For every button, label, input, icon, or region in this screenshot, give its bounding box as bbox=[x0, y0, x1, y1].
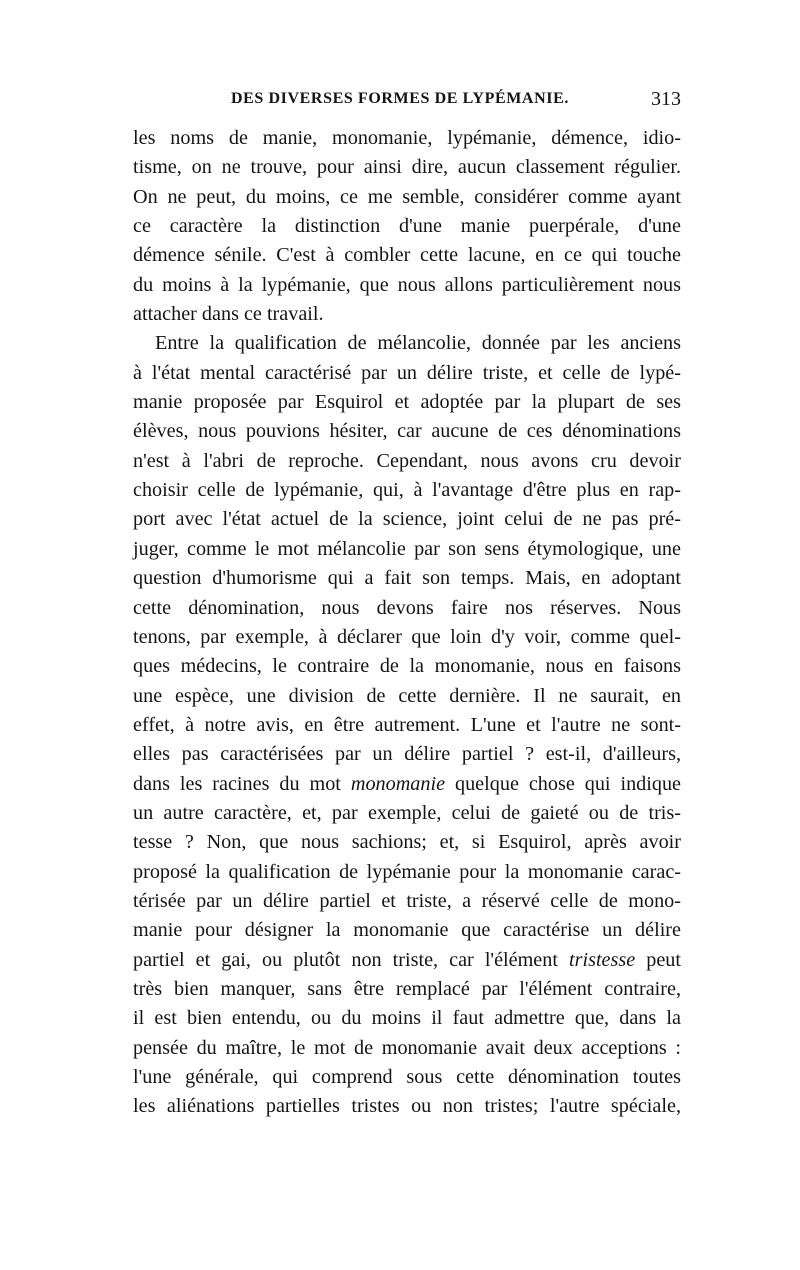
text-line: tisme, on ne trouve, pour ainsi dire, aucun classement régulier. bbox=[133, 156, 681, 179]
italic-term: monomanie bbox=[350, 772, 446, 795]
body-text bbox=[133, 124, 681, 1122]
text-line: les aliénations partielles tristes ou non tristes; l'autre spéciale, bbox=[133, 1095, 681, 1118]
text-line: On ne peut, du moins, ce me semble, considérer comme ayant bbox=[133, 185, 681, 208]
text-line: question d'humorisme qui a fait son temps. Mais, en adoptant bbox=[133, 567, 681, 590]
text-line: manie proposée par Esquirol et adoptée par la plupart de ses bbox=[133, 391, 681, 414]
text-line: effet, à notre avis, en être autrement. L'une et l'autre ne sont- bbox=[133, 713, 681, 736]
text-line: pensée du maître, le mot de monomanie avait deux acceptions : bbox=[133, 1036, 681, 1059]
running-head bbox=[133, 90, 681, 116]
paragraph-start-line: Entre la qualification de mélancolie, donnée par les anciens bbox=[155, 332, 681, 355]
text-line: port avec l'état actuel de la science, joint celui de ne pas pré- bbox=[133, 508, 681, 531]
text-line: juger, comme le mot mélancolie par son sens étymologique, une bbox=[133, 537, 681, 560]
text-line bbox=[133, 770, 681, 799]
text-line: cette dénomination, nous devons faire nos réserves. Nous bbox=[133, 596, 681, 619]
text-line: n'est à l'abri de reproche. Cependant, nous avons cru devoir bbox=[133, 449, 681, 472]
line-text-before-italic: partiel et gai, ou plutôt non triste, car l'élément bbox=[133, 948, 570, 971]
text-line: démence sénile. C'est à combler cette lacune, en ce qui touche bbox=[133, 244, 681, 267]
text-line: élèves, nous pouvions hésiter, car aucune de ces dénominations bbox=[133, 420, 681, 443]
line-text-before-italic: dans les racines du mot bbox=[133, 772, 351, 795]
text-line: très bien manquer, sans être remplacé par l'élément contraire, bbox=[133, 977, 681, 1000]
text-line: il est bien entendu, ou du moins il faut admettre que, dans la bbox=[133, 1007, 681, 1030]
text-line: ques médecins, le contraire de la monomanie, nous en faisons bbox=[133, 655, 681, 678]
text-line: choisir celle de lypémanie, qui, à l'avantage d'être plus en rap- bbox=[133, 479, 681, 502]
text-line: elles pas caractérisées par un délire partiel ? est-il, d'ailleurs, bbox=[133, 743, 681, 766]
text-line: un autre caractère, et, par exemple, celui de gaieté ou de tris- bbox=[133, 801, 681, 824]
text-line: tenons, par exemple, à déclarer que loin d'y voir, comme quel- bbox=[133, 625, 681, 648]
text-line: manie pour désigner la monomanie que caractérise un délire bbox=[133, 919, 681, 942]
text-line: ce caractère la distinction d'une manie puerpérale, d'une bbox=[133, 215, 681, 238]
page-number: 313 bbox=[651, 88, 681, 110]
text-line: à l'état mental caractérisé par un délire triste, et celle de lypé- bbox=[133, 361, 681, 384]
line-text-after-italic: quelque chose qui indique bbox=[445, 772, 682, 795]
text-line: proposé la qualification de lypémanie pour la monomanie carac- bbox=[133, 860, 681, 883]
text-line: tesse ? Non, que nous sachions; et, si Esquirol, après avoir bbox=[133, 831, 681, 854]
text-line: térisée par un délire partiel et triste, a réservé celle de mono- bbox=[133, 889, 681, 912]
paragraph-end-line: attacher dans ce travail. bbox=[133, 303, 324, 326]
italic-term: tristesse bbox=[569, 948, 636, 971]
line-text-after-italic: peut bbox=[635, 948, 681, 971]
running-title: DES DIVERSES FORMES DE LYPÉMANIE. bbox=[231, 90, 569, 107]
text-line: une espèce, une division de cette dernière. Il ne saurait, en bbox=[133, 684, 681, 707]
text-line: les noms de manie, monomanie, lypémanie, démence, idio- bbox=[133, 127, 681, 149]
text-line bbox=[133, 946, 681, 975]
text-line: l'une générale, qui comprend sous cette dénomination toutes bbox=[133, 1066, 681, 1088]
text-line: du moins à la lypémanie, que nous allons particulièrement nous bbox=[133, 273, 681, 296]
